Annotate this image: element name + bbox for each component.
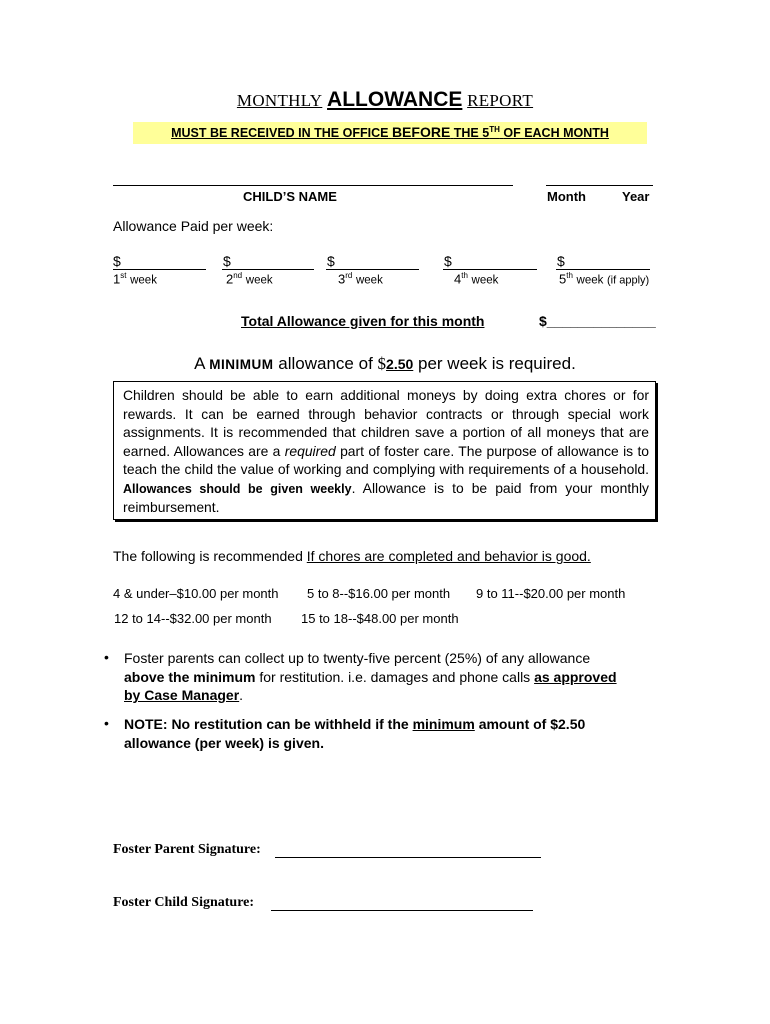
week3-dollar: $ <box>327 253 335 269</box>
week3-amount-field[interactable] <box>326 269 419 270</box>
foster-child-signature-field[interactable] <box>271 910 533 911</box>
child-name-field[interactable] <box>113 185 513 186</box>
week1-dollar: $ <box>113 253 121 269</box>
allowance-paid-label: Allowance Paid per week: <box>113 218 274 234</box>
banner-text-1: MUST BE RECEIVED IN THE OFFICE <box>171 126 389 140</box>
week4-label: 4th week <box>454 271 499 287</box>
age-rate-2: 5 to 8--$16.00 per month <box>307 586 451 601</box>
month-label: Month <box>547 189 586 204</box>
age-rate-4: 12 to 14--$32.00 per month <box>114 611 272 626</box>
week1-amount-field[interactable] <box>113 269 206 270</box>
week3-label: 3rd week <box>338 271 383 287</box>
info-box-text: Children should be able to earn additional moneys by doing extra chores or for rewards. It can be earned through behavior contracts or through special work assignments. It is recommended that children save a portion of all moneys that are earned. Allowances are a required part of foster care. The purpose of allowance is to teach the child the value of working and complying with requirements of a household. Allowances should be given weekly. Allowance is to be paid from your monthly reimbursement. <box>123 387 650 515</box>
week5-amount-field[interactable] <box>556 269 650 270</box>
banner-sup: TH <box>489 124 500 134</box>
week2-dollar: $ <box>223 253 231 269</box>
age-rate-5: 15 to 18--$48.00 per month <box>301 611 459 626</box>
bullet-2-text: NOTE: No restitution can be withheld if the minimum amount of $2.50 allowance (per week) is given. <box>124 716 586 751</box>
week2-amount-field[interactable] <box>222 269 314 270</box>
recommended-line: The following is recommended If chores are completed and behavior is good. <box>113 548 591 564</box>
banner-text-4: OF EACH MONTH <box>503 126 609 140</box>
total-amount-field[interactable]: $______________ <box>539 313 656 329</box>
age-rate-3: 9 to 11--$20.00 per month <box>476 586 626 601</box>
banner-text-before: BEFORE <box>391 124 451 140</box>
foster-parent-signature-field[interactable] <box>275 857 541 858</box>
title-part-monthly: MONTHLY <box>236 91 323 110</box>
week4-amount-field[interactable] <box>443 269 537 270</box>
total-label: Total Allowance given for this month <box>241 313 485 329</box>
week4-dollar: $ <box>444 253 452 269</box>
year-label: Year <box>622 189 650 204</box>
month-year-field[interactable] <box>546 185 653 186</box>
title-part-allowance: ALLOWANCE <box>327 88 463 111</box>
week5-label: 5th week (if apply) <box>559 271 650 287</box>
banner-text-3: THE 5 <box>453 126 490 140</box>
child-name-label: CHILD’S NAME <box>243 189 337 204</box>
foster-child-signature-label: Foster Child Signature: <box>113 895 255 910</box>
week1-label: 1st week <box>113 271 157 287</box>
bullet-1-marker: • <box>104 649 109 665</box>
bullet-2-marker: • <box>104 715 109 731</box>
week2-label: 2nd week <box>226 271 273 287</box>
foster-parent-signature-label: Foster Parent Signature: <box>113 842 261 857</box>
bullet-1-text: Foster parents can collect up to twenty-five percent (25%) of any allowance above the minimum for restitution. i.e. damages and phone calls as approved by Case Manager. <box>124 650 617 703</box>
deadline-banner <box>133 124 647 140</box>
minimum-allowance-statement: A MINIMUM allowance of $2.50 per week is required. <box>194 354 576 373</box>
title-part-report: REPORT <box>467 91 534 110</box>
page-title <box>0 88 770 112</box>
week5-dollar: $ <box>557 253 565 269</box>
age-rate-1: 4 & under–$10.00 per month <box>113 586 279 601</box>
